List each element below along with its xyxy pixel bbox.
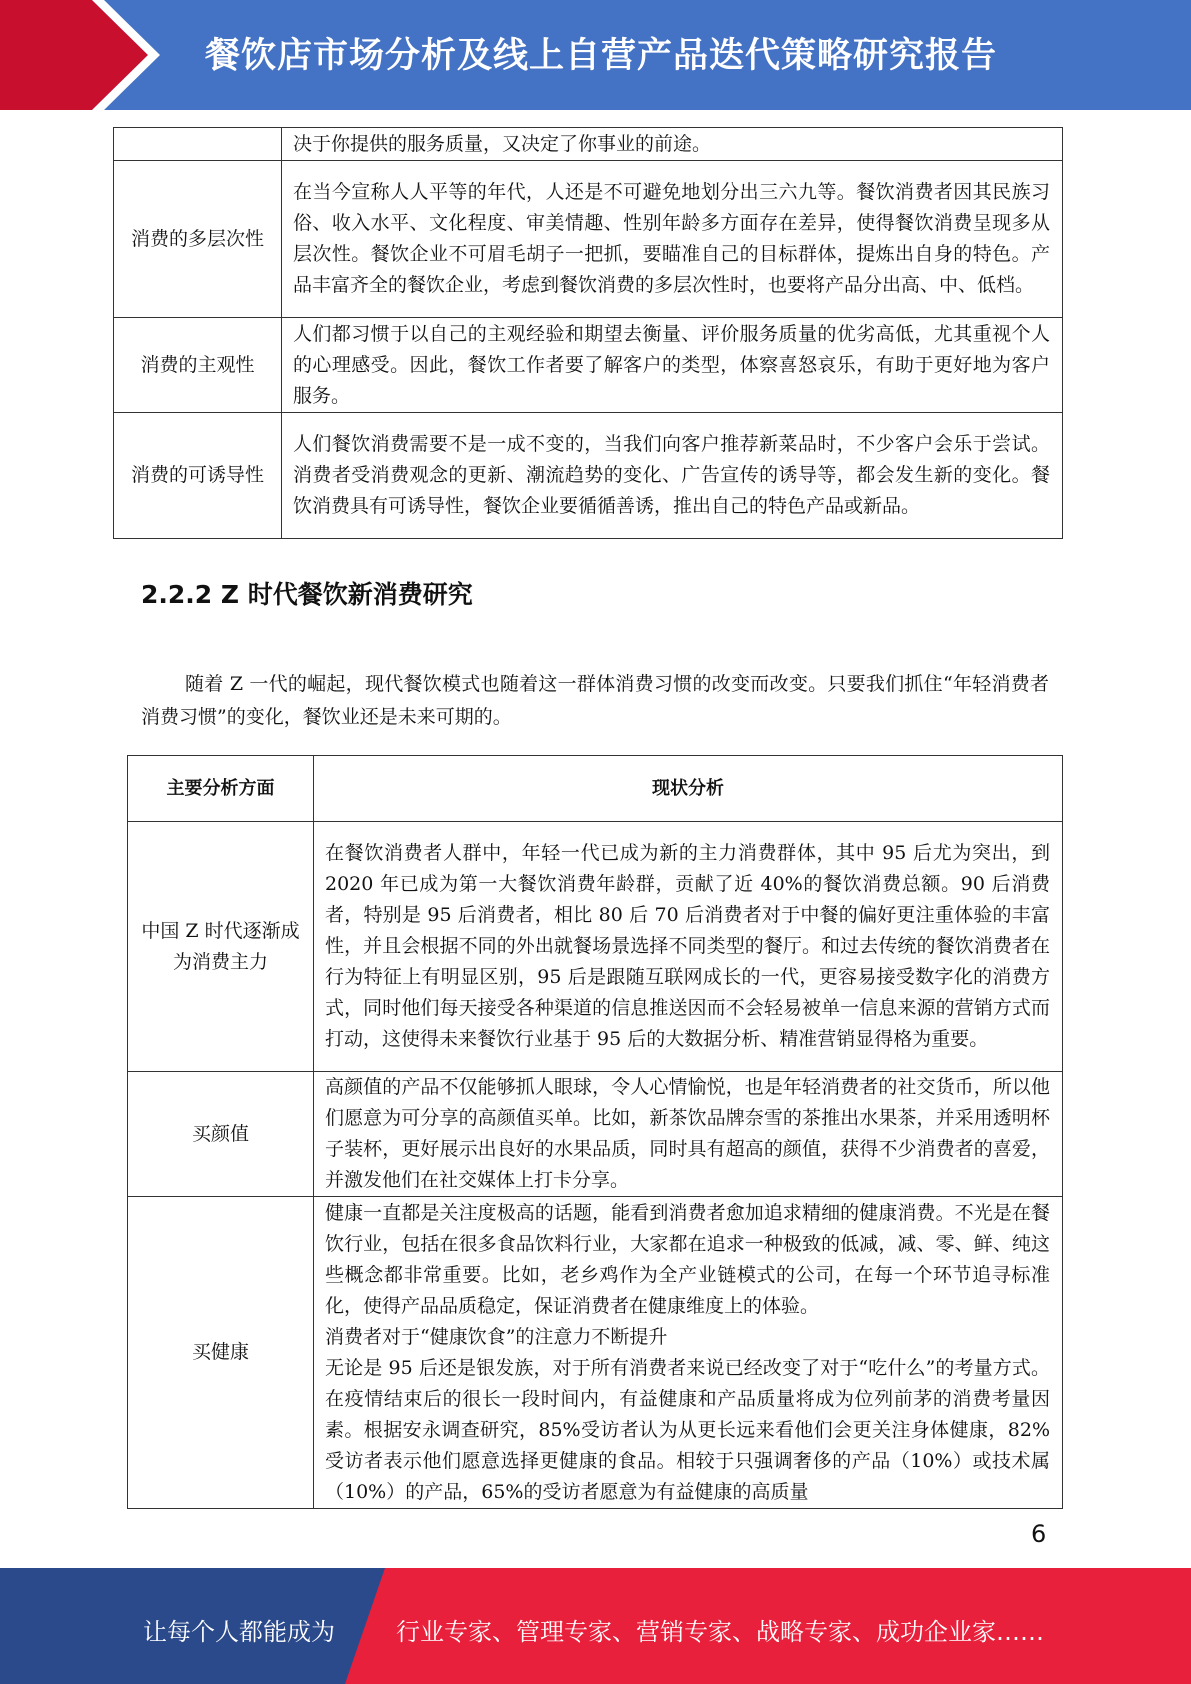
table-row [114, 128, 1063, 161]
row-label: 消费的多层次性 [114, 161, 282, 318]
gen-z-analysis-table [127, 755, 1063, 1509]
table-row [114, 318, 1063, 413]
row-text [314, 822, 1063, 1072]
table-row [128, 822, 1063, 1072]
row-text [314, 1197, 1063, 1509]
table-row [114, 161, 1063, 318]
row-label [114, 128, 282, 161]
table-header-row [128, 756, 1063, 822]
consumption-traits-table [113, 127, 1063, 539]
column-header: 主要分析方面 [128, 756, 314, 822]
footer-slogan-left: 让每个人都能成为 [143, 1618, 335, 1646]
section-heading: 2.2.2 Z 时代餐饮新消费研究 [141, 580, 473, 609]
intro-paragraph: 随着 Z 一代的崛起，现代餐饮模式也随着这一群体消费习惯的改变而改变。只要我们抓住“年轻消费者消费习惯”的变化，餐饮业还是未来可期的。 [141, 673, 1049, 728]
row-text [314, 1072, 1063, 1197]
row-text: 决于你提供的服务质量，又决定了你事业的前途。 [282, 128, 1063, 161]
column-header: 现状分析 [314, 756, 1063, 822]
row-label: 买健康 [128, 1197, 314, 1509]
row-text: 在当今宣称人人平等的年代，人还是不可避免地划分出三六九等。餐饮消费者因其民族习俗、收入水平、文化程度、审美情趣、性别年龄多方面存在差异，使得餐饮消费呈现多从层次性。餐饮企业不可眉毛胡子一把抓，要瞄准自己的目标群体，提炼出自身的特色。产品丰富齐全的餐饮企业，考虑到餐饮消费的多层次性时，也要将产品分出高、中、低档。 [282, 161, 1063, 318]
row-paragraph: 在餐饮消费者人群中，年轻一代已成为新的主力消费群体，其中 95 后尤为突出，到 2020 年已成为第一大餐饮消费年龄群，贡献了近 40%的餐饮消费总额。90 后消费者，特别是 95 后消费者，相比 80 后 70 后消费者对于中餐的偏好更注重体验的丰富性，并且会根据不同的外出就餐场景选择不同类型的餐厅。和过去传统的餐饮消费者在行为特征上有明显区别，95 后是跟随互联网成长的一代，更容易接受数字化的消费方式，同时他们每天接受各种渠道的信息推送因而不会轻易被单一信息来源的营销方式而打动，这使得未来餐饮行业基于 95 后的大数据分析、精准营销显得格为重要。 [325, 842, 1050, 1050]
table-row [128, 1197, 1063, 1509]
report-title: 餐饮店市场分析及线上自营产品迭代策略研究报告 [205, 36, 998, 76]
row-paragraph: 无论是 95 后还是银发族，对于所有消费者来说已经改变了对于“吃什么”的考量方式。在疫情结束后的很长一段时间内，有益健康和产品质量将成为位列前茅的消费考量因素。根据安永调查研究，85%受访者认为从更长远来看他们会更关注身体健康，82%受访者表示他们愿意选择更健康的食品。相较于只强调奢侈的产品（10%）或技术属（10%）的产品，65%的受访者愿意为有益健康的高质量 [325, 1356, 1050, 1503]
row-text: 人们餐饮消费需要不是一成不变的，当我们向客户推荐新菜品时，不少客户会乐于尝试。消费者受消费观念的更新、潮流趋势的变化、广告宣传的诱导等，都会发生新的变化。餐饮消费具有可诱导性，餐饮企业要循循善诱，推出自己的特色产品或新品。 [282, 413, 1063, 539]
footer-slogan-right: 行业专家、管理专家、营销专家、战略专家、成功企业家…… [396, 1618, 1044, 1646]
page-footer [0, 1568, 1191, 1684]
row-text: 人们都习惯于以自己的主观经验和期望去衡量、评价服务质量的优劣高低，尤其重视个人的心理感受。因此，餐饮工作者要了解客户的类型，体察喜怒哀乐，有助于更好地为客户服务。 [282, 318, 1063, 413]
row-label: 消费的可诱导性 [114, 413, 282, 539]
row-label: 中国 Z 时代逐渐成为消费主力 [128, 822, 314, 1072]
row-label: 消费的主观性 [114, 318, 282, 413]
row-paragraph: 消费者对于“健康饮食”的注意力不断提升 [325, 1325, 668, 1348]
table-row [128, 1072, 1063, 1197]
page-number: 6 [1031, 1520, 1047, 1548]
page-header [0, 0, 1191, 110]
row-paragraph: 健康一直都是关注度极高的话题，能看到消费者愈加追求精细的健康消费。不光是在餐饮行业，包括在很多食品饮料行业，大家都在追求一种极致的低减，减、零、鲜、纯这些概念都非常重要。比如，老乡鸡作为全产业链模式的公司，在每一个环节追寻标准化，使得产品品质稳定，保证消费者在健康维度上的体验。 [325, 1201, 1050, 1317]
table-row [114, 413, 1063, 539]
row-paragraph: 高颜值的产品不仅能够抓人眼球，令人心情愉悦，也是年轻消费者的社交货币，所以他们愿意为可分享的高颜值买单。比如，新茶饮品牌奈雪的茶推出水果茶，并采用透明杯子装杯，更好展示出良好的水果品质，同时具有超高的颜值，获得不少消费者的喜爱，并激发他们在社交媒体上打卡分享。 [325, 1076, 1050, 1191]
row-label: 买颜值 [128, 1072, 314, 1197]
